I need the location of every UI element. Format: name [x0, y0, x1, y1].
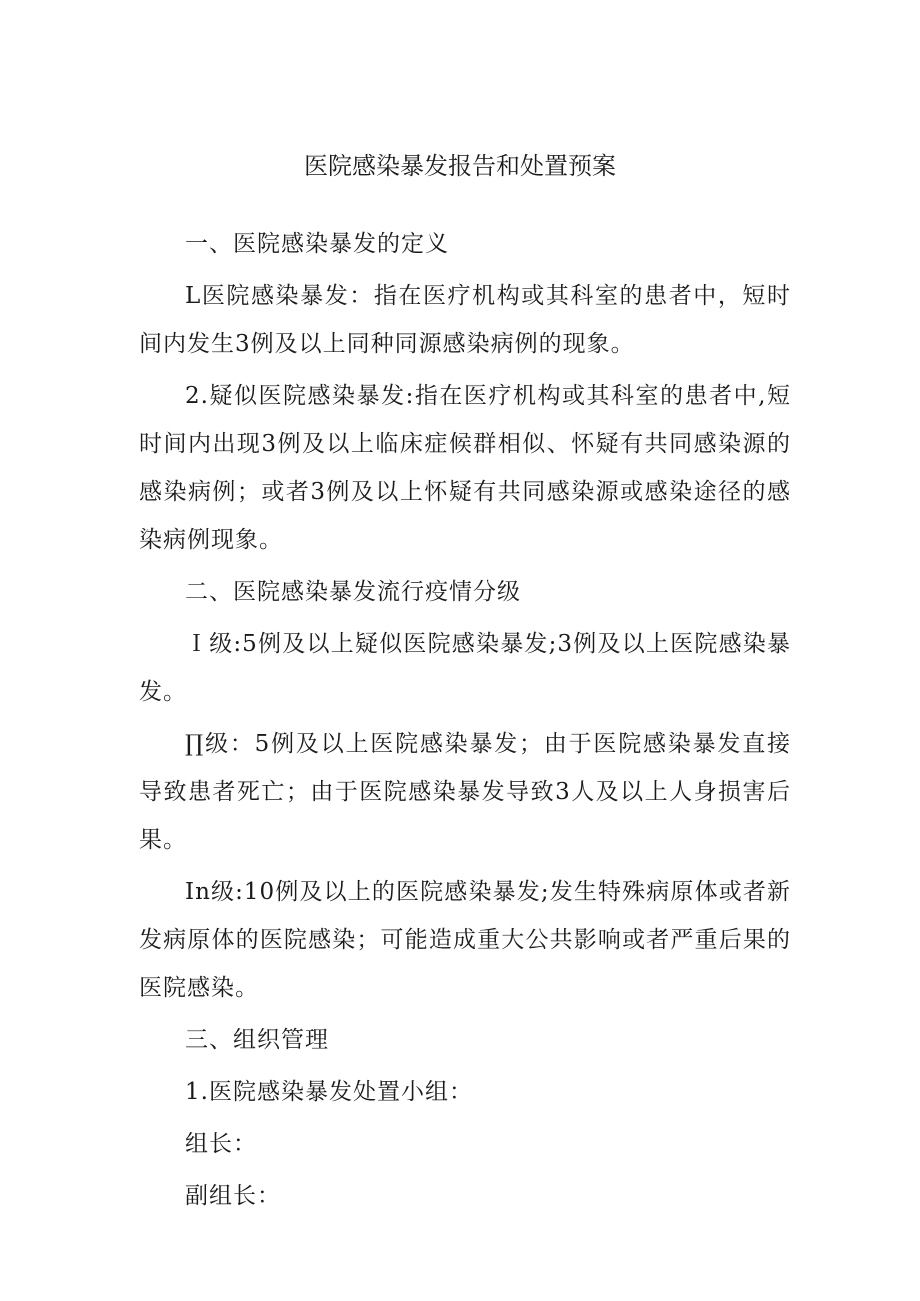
paragraph-grade-3: In级:10例及以上的医院感染暴发;发生特殊病原体或者新发病原体的医院感染；可能造成重大公共影响或者严重后果的医院感染。 — [139, 879, 791, 1001]
paragraph-grade-1: Ｉ级:5例及以上疑似医院感染暴发;3例及以上医院感染暴发。 — [139, 631, 791, 705]
document-title: 医院感染暴发报告和处置预案 — [304, 152, 616, 180]
section-heading-organization: 三、组织管理 — [185, 1027, 329, 1053]
field-team-leader: 组长： — [185, 1131, 257, 1157]
field-deputy-leader: 副组长： — [185, 1183, 281, 1209]
paragraph-response-team: 1.医院感染暴发处置小组： — [185, 1079, 473, 1105]
section-heading-grading: 二、医院感染暴发流行疫情分级 — [185, 579, 521, 605]
document-body — [139, 220, 791, 1224]
paragraph-outbreak-definition: L医院感染暴发：指在医疗机构或其科室的患者中，短时间内发生3例及以上同种同源感染病例的现象。 — [139, 283, 791, 357]
paragraph-suspected-outbreak-definition: 2.疑似医院感染暴发:指在医疗机构或其科室的患者中,短时间内出现3例及以上临床症候群相似、怀疑有共同感染源的感染病例；或者3例及以上怀疑有共同感染源或感染途径的感染病例现象。 — [139, 383, 791, 553]
paragraph-grade-2: ∏级：5例及以上医院感染暴发；由于医院感染暴发直接导致患者死亡；由于医院感染暴发导致3人及以上人身损害后果。 — [139, 731, 791, 853]
section-heading-definition: 一、医院感染暴发的定义 — [185, 231, 449, 257]
